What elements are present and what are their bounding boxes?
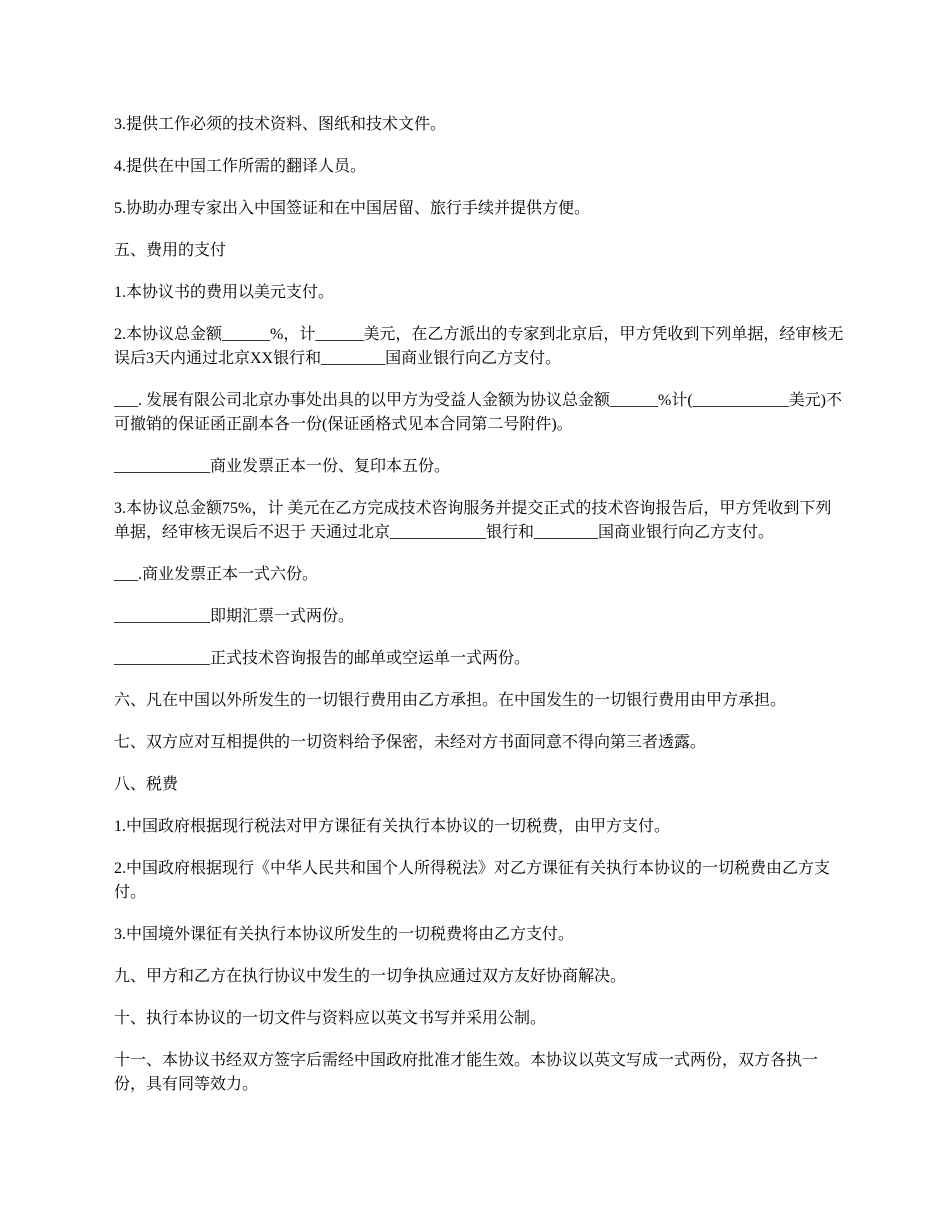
section-effectiveness: 十一、本协议书经双方签字后需经中国政府批准才能生效。本协议以英文写成一式两份，双方各执一份，具有同等效力。: [114, 1052, 819, 1093]
section-language-units: 十、执行本协议的一切文件与资料应以英文书写并采用公制。: [114, 1010, 547, 1027]
paragraph-tax-3: 3.中国境外课征有关执行本协议所发生的一切税费将由乙方支付。: [114, 926, 575, 943]
paragraph-item-4-translators: 4.提供在中国工作所需的翻译人员。: [114, 158, 367, 175]
paragraph-item-5-visa: 5.协助办理专家出入中国签证和在中国居留、旅行手续并提供方便。: [114, 200, 591, 217]
section-confidentiality: 七、双方应对互相提供的一切资料给予保密，未经对方书面同意不得向第三者透露。: [114, 734, 707, 751]
paragraph-commercial-invoice: ____________商业发票正本一份、复印本五份。: [114, 458, 451, 475]
section-disputes: 九、甲方和乙方在执行协议中发生的一切争执应通过双方友好协商解决。: [114, 968, 627, 985]
document-body: [114, 113, 844, 1115]
paragraph-invoice-six-copies: ___.商业发票正本一式六份。: [114, 566, 319, 583]
paragraph-guarantee-letter: ___. 发展有限公司北京办事处出具的以甲方为受益人金额为协议总金额______%计(____________美元)不可撤销的保证函正副本各一份(保证函格式见本合同第二号附件)。: [114, 392, 842, 433]
paragraph-tax-2: 2.中国政府根据现行《中华人民共和国个人所得税法》对乙方课征有关执行本协议的一切税费由乙方支付。: [114, 860, 831, 901]
paragraph-payment-3: 3.本协议总金额75%，计 美元在乙方完成技术咨询服务并提交正式的技术咨询报告后，甲方凭收到下列单据，经审核无误后不迟于 天通过北京____________银行和________国商业银行向乙方支付。: [114, 500, 832, 541]
paragraph-sight-draft: ____________即期汇票一式两份。: [114, 608, 355, 625]
paragraph-payment-2: 2.本协议总金额______%，计______美元，在乙方派出的专家到北京后，甲方凭收到下列单据，经审核无误后3天内通过北京XX银行和________国商业银行向乙方支付。: [114, 326, 844, 367]
section-heading-payment: 五、费用的支付: [114, 242, 227, 259]
paragraph-airway-bill: ____________正式技术咨询报告的邮单或空运单一式两份。: [114, 650, 531, 667]
paragraph-item-3-tech-docs: 3.提供工作必须的技术资料、图纸和技术文件。: [114, 116, 447, 133]
section-heading-taxes: 八、税费: [114, 776, 179, 793]
section-bank-charges: 六、凡在中国以外所发生的一切银行费用由乙方承担。在中国发生的一切银行费用由甲方承担。: [114, 692, 787, 709]
paragraph-payment-1: 1.本协议书的费用以美元支付。: [114, 284, 335, 301]
paragraph-tax-1: 1.中国政府根据现行税法对甲方课征有关执行本协议的一切税费，由甲方支付。: [114, 818, 671, 835]
